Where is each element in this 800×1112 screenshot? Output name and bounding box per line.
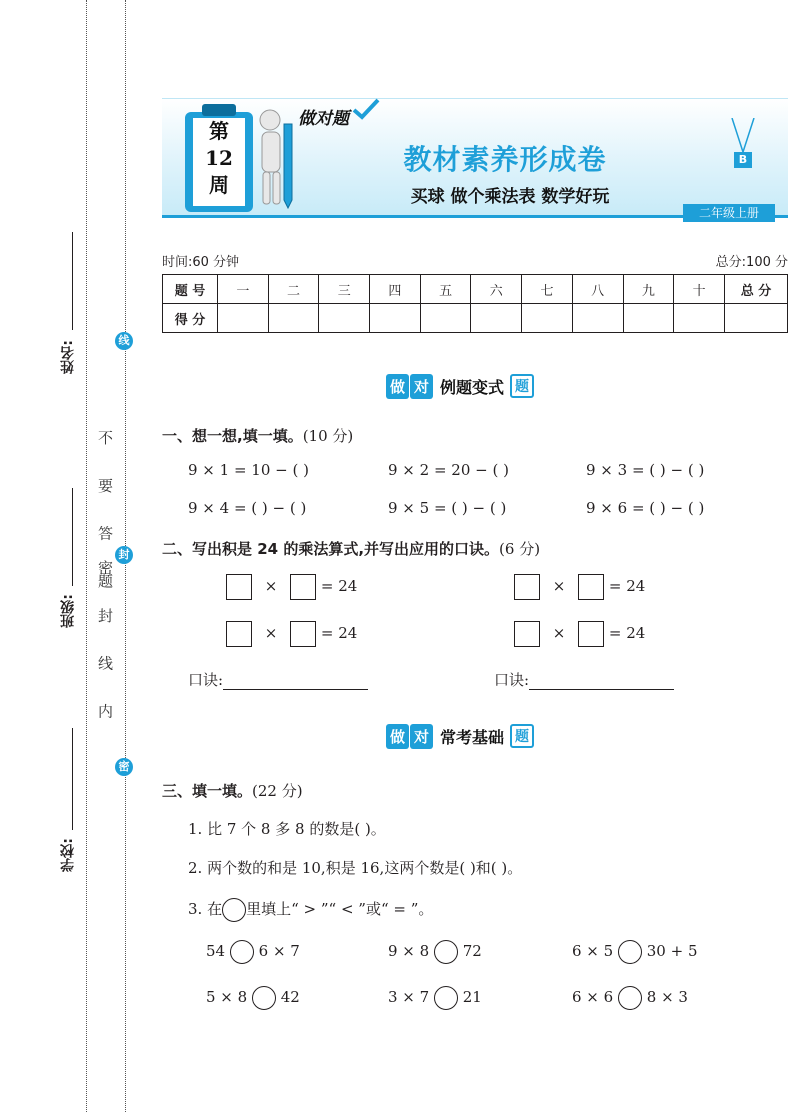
- column-1: 一: [218, 275, 269, 304]
- score-cell-4[interactable]: [370, 304, 421, 333]
- score-cell-6[interactable]: [471, 304, 522, 333]
- banner-char-b: 对: [410, 724, 433, 749]
- seal-notice-part1: 密 封 线 内: [96, 560, 114, 733]
- rhyme-label: 口诀:: [494, 671, 530, 689]
- question-1-points: (10 分): [302, 427, 354, 445]
- page-subtitle: 买球 做个乘法表 数学好玩: [410, 187, 610, 207]
- class-label: 班级:: [60, 594, 76, 628]
- column-5: 五: [420, 275, 471, 304]
- column-7: 七: [522, 275, 573, 304]
- time-limit: 时间:60 分钟: [162, 255, 240, 270]
- q1-item-3: 9 × 3 = ( ) − ( ): [586, 461, 705, 479]
- week-char-first: 第: [209, 119, 229, 143]
- rhyme-label: 口诀:: [188, 671, 224, 689]
- score-label: 得 分: [163, 304, 218, 333]
- q3-item-1: 1. 比 7 个 8 多 8 的数是( )。: [188, 820, 386, 838]
- column-10: 十: [674, 275, 725, 304]
- section-banner-basic: [386, 722, 534, 750]
- score-cell-1[interactable]: [218, 304, 269, 333]
- question-3-title: [162, 780, 303, 801]
- times-sign: ×: [552, 577, 566, 595]
- banner-char-b: 对: [410, 374, 433, 399]
- week-badge: [193, 118, 245, 206]
- grade-tab: 二年级上册: [683, 204, 775, 222]
- school-label: 学校:: [60, 838, 76, 872]
- column-8: 八: [572, 275, 623, 304]
- banner-char-a: 做: [386, 374, 409, 399]
- q3-item-2: 2. 两个数的和是 10,积是 16,这两个数是( )和( )。: [188, 859, 523, 877]
- mascot-pencil-icon: [250, 104, 300, 212]
- equals-24: = 24: [608, 624, 646, 642]
- column-3: 三: [319, 275, 370, 304]
- answer-box[interactable]: [578, 621, 604, 647]
- score-cell-9[interactable]: [623, 304, 674, 333]
- tag-string-icon: [728, 118, 758, 154]
- name-blank[interactable]: [72, 232, 73, 330]
- compare-circle[interactable]: [230, 940, 254, 964]
- times-sign: ×: [552, 624, 566, 642]
- banner-char-a: 做: [386, 724, 409, 749]
- q2-equation-2: [514, 574, 645, 600]
- q2-rhyme-1: [188, 669, 368, 690]
- column-9: 九: [623, 275, 674, 304]
- score-cell-5[interactable]: [420, 304, 471, 333]
- column-2: 二: [268, 275, 319, 304]
- q1-item-5: 9 × 5 = ( ) − ( ): [388, 499, 507, 517]
- column-4: 四: [370, 275, 421, 304]
- section-banner-example: [386, 372, 534, 400]
- q3-item-3-prefix: 3. 在: [188, 900, 223, 918]
- answer-box[interactable]: [514, 574, 540, 600]
- compare-circle[interactable]: [618, 986, 642, 1010]
- question-3-points: (22 分): [252, 782, 303, 800]
- week-char-last: 周: [209, 173, 229, 197]
- compare-left: 54: [206, 942, 226, 960]
- q2-equation-3: [226, 621, 357, 647]
- q2-equation-1: [226, 574, 357, 600]
- question-3-text: 三、填一填。: [162, 782, 253, 800]
- answer-box[interactable]: [226, 574, 252, 600]
- answer-box[interactable]: [578, 574, 604, 600]
- total-score: 总分:100 分: [715, 255, 788, 270]
- seal-secret-circle: 密: [115, 758, 133, 776]
- name-label: 姓名:: [60, 340, 76, 374]
- compare-2: [388, 940, 482, 964]
- seal-line-circle: 线: [115, 332, 133, 350]
- compare-left: 6 × 5: [572, 942, 614, 960]
- equals-24: = 24: [320, 577, 358, 595]
- seal-notice-part2: 不 要 答 题: [96, 430, 114, 603]
- rhyme-answer-line[interactable]: [223, 675, 368, 690]
- compare-4: [206, 986, 300, 1010]
- score-cell-7[interactable]: [522, 304, 573, 333]
- compare-right: 6 × 7: [258, 942, 300, 960]
- score-table: [162, 274, 788, 333]
- clipboard-clip-icon: [202, 104, 236, 116]
- compare-right: 42: [280, 988, 300, 1006]
- question-1-text: 一、想一想,填一填。: [162, 427, 303, 445]
- compare-right: 72: [462, 942, 482, 960]
- q3-item-3-suffix: 里填上“ > ”“ < ”或“ = ”。: [246, 900, 434, 918]
- compare-right: 8 × 3: [646, 988, 688, 1006]
- q3-item-3: [188, 898, 433, 922]
- q2-equation-4: [514, 621, 645, 647]
- answer-box[interactable]: [290, 621, 316, 647]
- q1-item-4: 9 × 4 = ( ) − ( ): [188, 499, 307, 517]
- question-number-label: 题 号: [163, 275, 218, 304]
- banner-end: 题: [510, 724, 534, 748]
- compare-circle[interactable]: [618, 940, 642, 964]
- banner-text: 常考基础: [440, 727, 505, 747]
- banner-end: 题: [510, 374, 534, 398]
- compare-1: [206, 940, 300, 964]
- dodui-logo: 做对题: [298, 109, 349, 129]
- times-sign: ×: [264, 624, 278, 642]
- week-number: 12: [205, 146, 233, 170]
- sample-circle: [222, 898, 246, 922]
- rhyme-answer-line[interactable]: [529, 675, 674, 690]
- times-sign: ×: [264, 577, 278, 595]
- compare-left: 5 × 8: [206, 988, 248, 1006]
- compare-right: 21: [462, 988, 482, 1006]
- score-cell-8[interactable]: [572, 304, 623, 333]
- banner-text: 例题变式: [440, 377, 505, 397]
- compare-left: 6 × 6: [572, 988, 614, 1006]
- q1-item-1: 9 × 1 = 10 − ( ): [188, 461, 309, 479]
- school-blank[interactable]: [72, 728, 73, 830]
- page-title: 教材素养形成卷: [403, 143, 607, 176]
- table-row-score: [163, 304, 788, 333]
- equals-24: = 24: [608, 577, 646, 595]
- compare-circle[interactable]: [434, 986, 458, 1010]
- question-2-text: 二、写出积是 24 的乘法算式,并写出应用的口诀。: [162, 540, 500, 558]
- compare-left: 3 × 7: [388, 988, 430, 1006]
- q1-item-6: 9 × 6 = ( ) − ( ): [586, 499, 705, 517]
- class-blank[interactable]: [72, 488, 73, 586]
- equals-24: = 24: [320, 624, 358, 642]
- score-cell-2[interactable]: [268, 304, 319, 333]
- answer-box[interactable]: [514, 621, 540, 647]
- compare-6: [572, 986, 688, 1010]
- edition-tag: B: [734, 152, 752, 168]
- column-6: 六: [471, 275, 522, 304]
- table-row-header: [163, 275, 788, 304]
- answer-box[interactable]: [290, 574, 316, 600]
- compare-5: [388, 986, 482, 1010]
- compare-left: 9 × 8: [388, 942, 430, 960]
- compare-circle[interactable]: [252, 986, 276, 1010]
- answer-box[interactable]: [226, 621, 252, 647]
- q1-item-2: 9 × 2 = 20 − ( ): [388, 461, 509, 479]
- question-2-title: [162, 538, 540, 559]
- score-cell-total[interactable]: [725, 304, 788, 333]
- score-cell-10[interactable]: [674, 304, 725, 333]
- compare-circle[interactable]: [434, 940, 458, 964]
- q2-rhyme-2: [494, 669, 674, 690]
- seal-seal-circle: 封: [115, 546, 133, 564]
- checkmark-icon: [352, 98, 380, 120]
- binding-dotted-line-outer: [86, 0, 87, 1112]
- compare-right: 30 + 5: [646, 942, 698, 960]
- compare-3: [572, 940, 698, 964]
- score-cell-3[interactable]: [319, 304, 370, 333]
- total-column: 总 分: [725, 275, 788, 304]
- question-2-points: (6 分): [499, 540, 541, 558]
- question-1-title: [162, 425, 353, 446]
